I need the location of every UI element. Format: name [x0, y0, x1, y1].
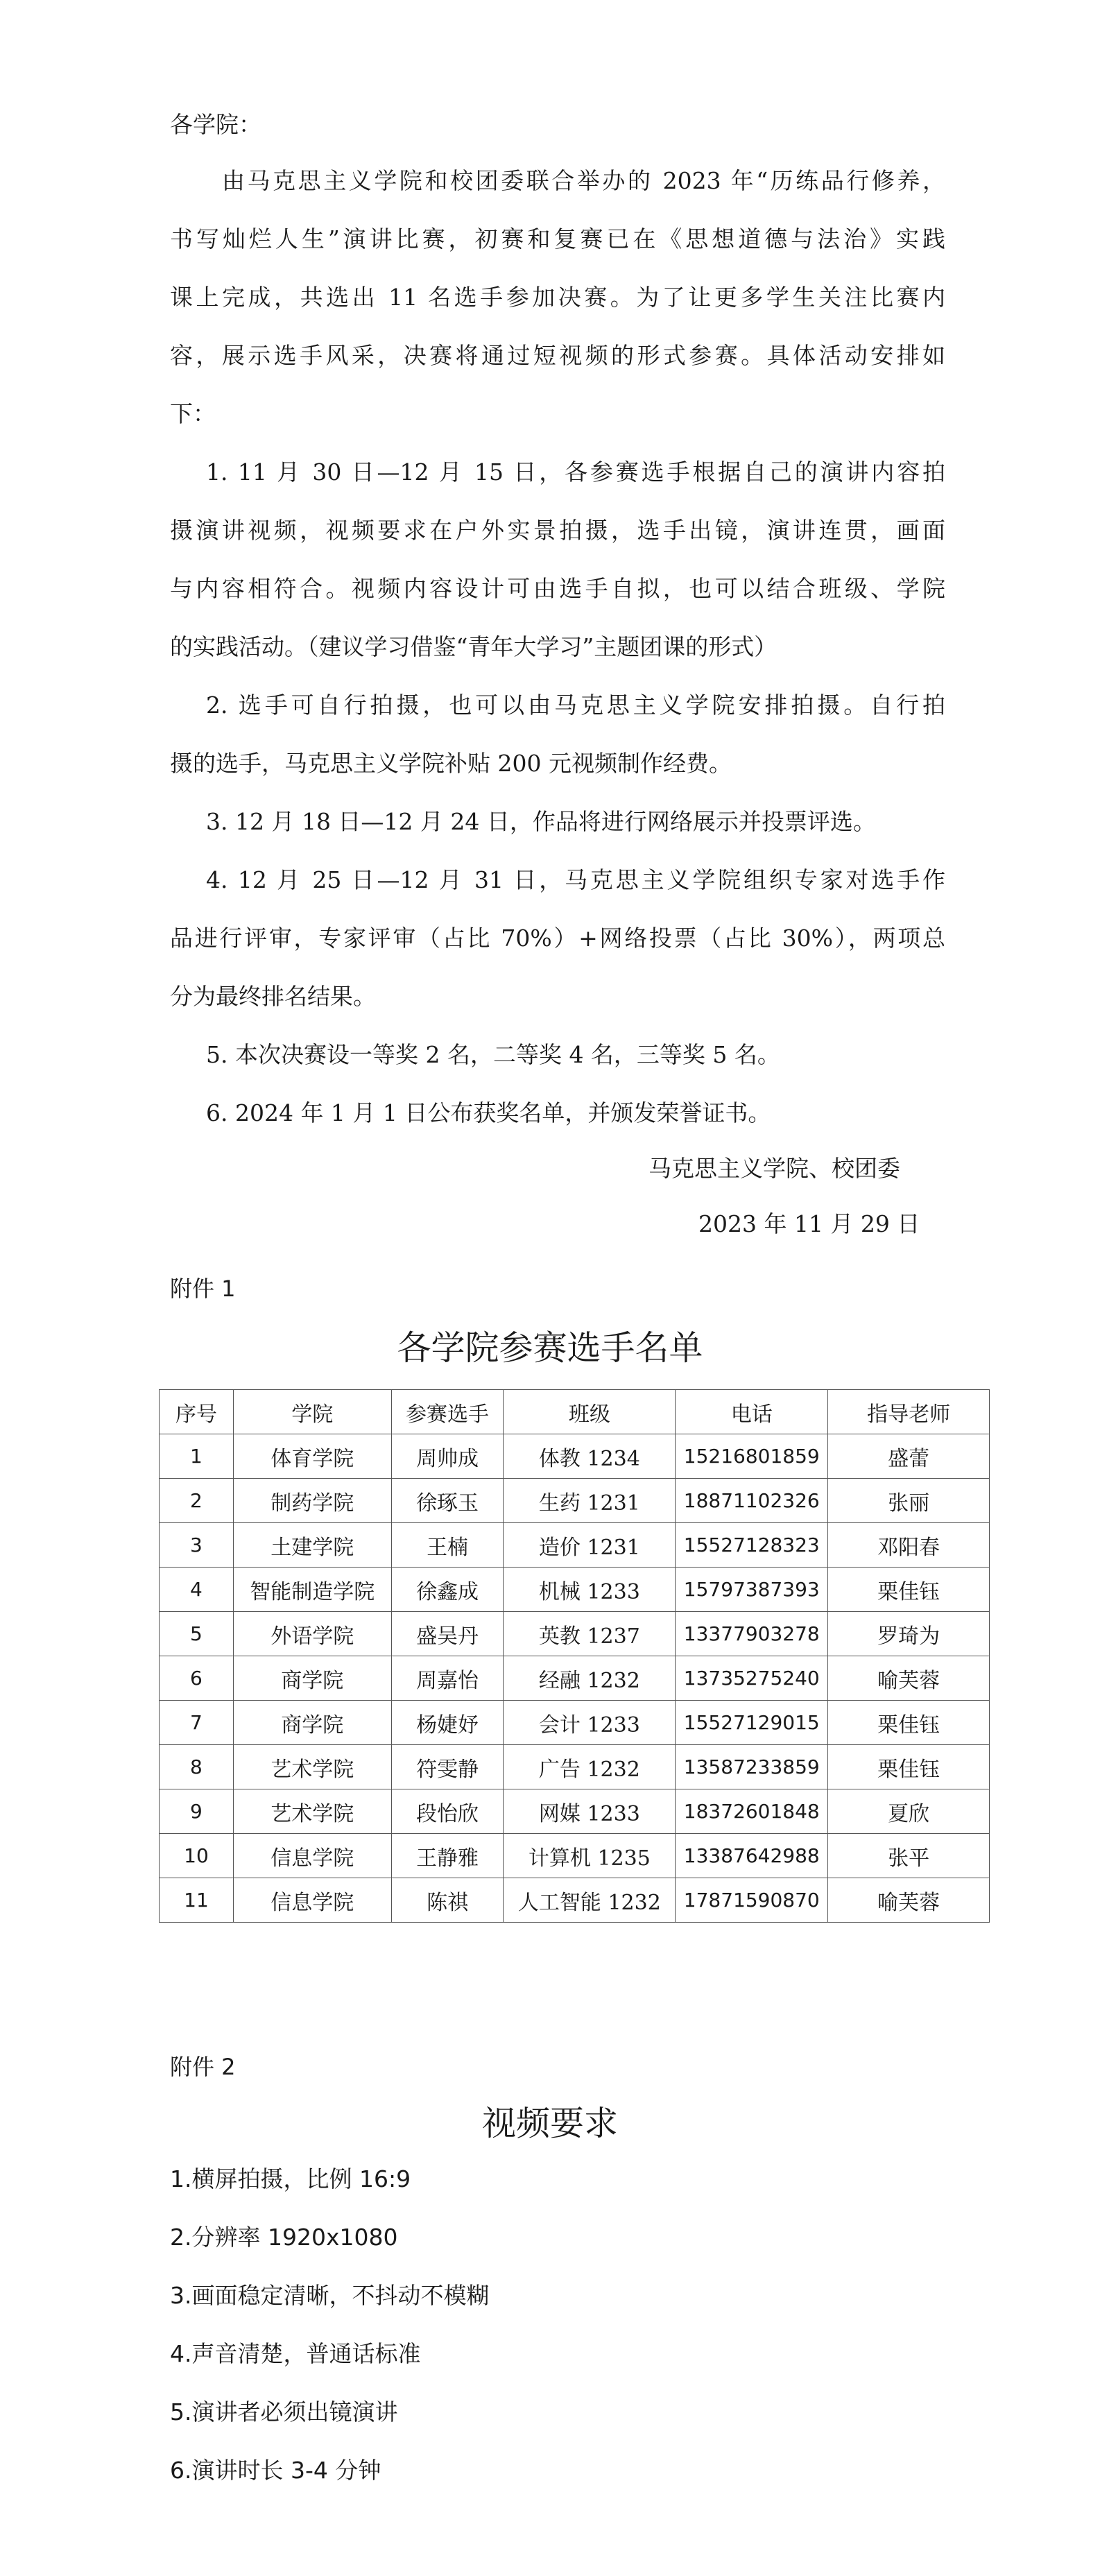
table-row: [160, 1701, 990, 1745]
cell-class: 广告 1232: [504, 1745, 676, 1789]
attachment-1-title: 各学院参赛选手名单: [397, 1328, 703, 1368]
item-3: 3. 12 月 18 日—12 月 24 日，作品将进行网络展示并投票评选。: [206, 808, 876, 835]
attachment-2-label: 附件 2: [170, 2054, 236, 2080]
cell-advisor: 夏欣: [828, 1789, 990, 1834]
cell-college: 体育学院: [233, 1434, 391, 1479]
item-1-line: 1. 11 月 30 日—12 月 15 日，各参赛选手根据自己的演讲内容拍: [206, 458, 945, 486]
requirement-item: 2.分辨率 1920x1080: [170, 2224, 398, 2251]
requirement-item: 6.演讲时长 3-4 分钟: [170, 2457, 381, 2484]
cell-class: 生药 1231: [504, 1479, 676, 1523]
cell-phone: 13387642988: [676, 1834, 828, 1878]
salutation: 各学院：: [170, 111, 261, 138]
cell-class: 会计 1233: [504, 1701, 676, 1745]
cell-class: 网媒 1233: [504, 1789, 676, 1834]
cell-college: 艺术学院: [233, 1745, 391, 1789]
table-row: [160, 1434, 990, 1479]
cell-contestant: 盛吴丹: [391, 1612, 504, 1656]
cell-contestant: 符雯静: [391, 1745, 504, 1789]
cell-index: 8: [160, 1745, 234, 1789]
cell-contestant: 王静雅: [391, 1834, 504, 1878]
cell-contestant: 段怡欣: [391, 1789, 504, 1834]
cell-index: 7: [160, 1701, 234, 1745]
cell-phone: 15216801859: [676, 1434, 828, 1479]
cell-class: 人工智能 1232: [504, 1878, 676, 1923]
cell-contestant: 陈祺: [391, 1878, 504, 1923]
cell-college: 商学院: [233, 1701, 391, 1745]
cell-advisor: 张丽: [828, 1479, 990, 1523]
cell-class: 英教 1237: [504, 1612, 676, 1656]
cell-phone: 17871590870: [676, 1878, 828, 1923]
item-2-line: 摄的选手，马克思主义学院补贴 200 元视频制作经费。: [170, 750, 732, 777]
cell-advisor: 栗佳钰: [828, 1745, 990, 1789]
table-row: [160, 1568, 990, 1612]
cell-advisor: 罗琦为: [828, 1612, 990, 1656]
cell-advisor: 喻芙蓉: [828, 1656, 990, 1701]
intro-line: 下：: [170, 400, 216, 427]
table-row: [160, 1656, 990, 1701]
cell-advisor: 邓阳春: [828, 1523, 990, 1568]
cell-class: 机械 1233: [504, 1568, 676, 1612]
table-row: [160, 1523, 990, 1568]
cell-college: 艺术学院: [233, 1789, 391, 1834]
table-row: [160, 1834, 990, 1878]
intro-line: 书写灿烂人生”演讲比赛，初赛和复赛已在《思想道德与法治》实践: [170, 225, 945, 252]
item-4-line: 分为最终排名结果。: [170, 983, 376, 1010]
table-row: [160, 1745, 990, 1789]
cell-index: 9: [160, 1789, 234, 1834]
table-row: [160, 1479, 990, 1523]
intro-line: 课上完成，共选出 11 名选手参加决赛。为了让更多学生关注比赛内: [170, 284, 945, 311]
cell-contestant: 周嘉怡: [391, 1656, 504, 1701]
cell-contestant: 徐琢玉: [391, 1479, 504, 1523]
item-1-line: 与内容相符合。视频内容设计可由选手自拟，也可以结合班级、学院: [170, 575, 945, 602]
header-college: 学院: [233, 1390, 391, 1434]
header-index: 序号: [160, 1390, 234, 1434]
cell-advisor: 栗佳钰: [828, 1701, 990, 1745]
cell-index: 11: [160, 1878, 234, 1923]
table-row: [160, 1789, 990, 1834]
cell-college: 土建学院: [233, 1523, 391, 1568]
intro-line: 容，展示选手风采，决赛将通过短视频的形式参赛。具体活动安排如: [170, 342, 945, 369]
cell-index: 1: [160, 1434, 234, 1479]
item-1-line: 的实践活动。（建议学习借鉴“青年大学习”主题团课的形式）: [170, 633, 777, 660]
cell-index: 4: [160, 1568, 234, 1612]
item-4-line: 品进行评审，专家评审（占比 70%）+网络投票（占比 30%），两项总: [170, 925, 945, 952]
cell-index: 5: [160, 1612, 234, 1656]
attachment-1-label: 附件 1: [170, 1276, 236, 1302]
cell-phone: 15797387393: [676, 1568, 828, 1612]
item-6: 6. 2024 年 1 月 1 日公布获奖名单，并颁发荣誉证书。: [206, 1099, 771, 1126]
cell-advisor: 栗佳钰: [828, 1568, 990, 1612]
item-4-line: 4. 12 月 25 日—12 月 31 日，马克思主义学院组织专家对选手作: [206, 866, 945, 893]
roster-table: [159, 1389, 990, 1923]
cell-contestant: 周帅成: [391, 1434, 504, 1479]
intro-line: 由马克思主义学院和校团委联合举办的 2023 年“历练品行修养，: [222, 167, 945, 194]
item-5: 5. 本次决赛设一等奖 2 名，二等奖 4 名，三等奖 5 名。: [206, 1041, 780, 1068]
cell-class: 造价 1231: [504, 1523, 676, 1568]
cell-phone: 18372601848: [676, 1789, 828, 1834]
item-1-line: 摄演讲视频，视频要求在户外实景拍摄，选手出镜，演讲连贯，画面: [170, 517, 945, 544]
attachment-2-title: 视频要求: [481, 2104, 618, 2143]
requirement-item: 4.声音清楚，普通话标准: [170, 2340, 421, 2367]
cell-phone: 13377903278: [676, 1612, 828, 1656]
header-phone: 电话: [676, 1390, 828, 1434]
cell-advisor: 张平: [828, 1834, 990, 1878]
cell-class: 经融 1232: [504, 1656, 676, 1701]
header-advisor: 指导老师: [828, 1390, 990, 1434]
cell-college: 信息学院: [233, 1878, 391, 1923]
header-class: 班级: [504, 1390, 676, 1434]
table-row: [160, 1878, 990, 1923]
cell-college: 外语学院: [233, 1612, 391, 1656]
cell-index: 10: [160, 1834, 234, 1878]
cell-college: 信息学院: [233, 1834, 391, 1878]
cell-phone: 15527128323: [676, 1523, 828, 1568]
signature: 马克思主义学院、校团委: [648, 1155, 900, 1182]
cell-advisor: 盛蕾: [828, 1434, 990, 1479]
requirement-item: 5.演讲者必须出镜演讲: [170, 2398, 398, 2425]
table-header-row: [160, 1390, 990, 1434]
header-contestant: 参赛选手: [391, 1390, 504, 1434]
cell-contestant: 杨婕妤: [391, 1701, 504, 1745]
cell-phone: 13587233859: [676, 1745, 828, 1789]
cell-index: 3: [160, 1523, 234, 1568]
table-row: [160, 1612, 990, 1656]
cell-advisor: 喻芙蓉: [828, 1878, 990, 1923]
cell-phone: 18871102326: [676, 1479, 828, 1523]
cell-class: 计算机 1235: [504, 1834, 676, 1878]
cell-college: 商学院: [233, 1656, 391, 1701]
requirement-item: 3.画面稳定清晰，不抖动不模糊: [170, 2282, 490, 2309]
cell-college: 制药学院: [233, 1479, 391, 1523]
requirement-item: 1.横屏拍摄，比例 16:9: [170, 2165, 411, 2192]
cell-contestant: 王楠: [391, 1523, 504, 1568]
cell-index: 6: [160, 1656, 234, 1701]
cell-class: 体教 1234: [504, 1434, 676, 1479]
cell-college: 智能制造学院: [233, 1568, 391, 1612]
item-2-line: 2. 选手可自行拍摄，也可以由马克思主义学院安排拍摄。自行拍: [206, 692, 945, 719]
cell-index: 2: [160, 1479, 234, 1523]
cell-phone: 13735275240: [676, 1656, 828, 1701]
date: 2023 年 11 月 29 日: [698, 1210, 920, 1237]
cell-phone: 15527129015: [676, 1701, 828, 1745]
cell-contestant: 徐鑫成: [391, 1568, 504, 1612]
